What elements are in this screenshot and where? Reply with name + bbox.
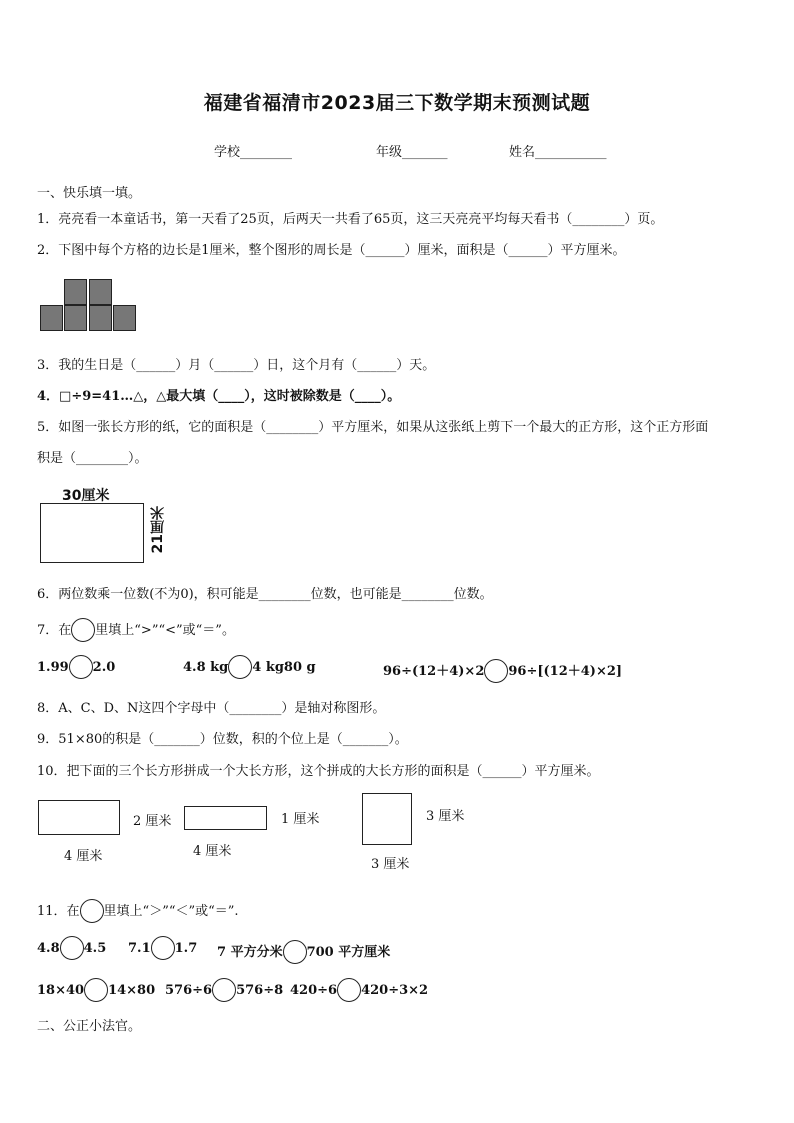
compare-circle[interactable]	[60, 936, 84, 960]
q11-left: 18×40	[37, 983, 85, 998]
q10-rect-2-width: 4 厘米	[193, 844, 232, 859]
q11-right: 700 平方厘米	[306, 945, 391, 960]
compare-circle[interactable]	[228, 655, 252, 679]
question-3: 3．我的生日是（______）月（______）日，这个月有（______）天。	[37, 358, 436, 373]
grid-square	[89, 305, 112, 331]
q10-rect-1-height: 2 厘米	[133, 814, 172, 829]
q5-width-label: 30厘米	[62, 488, 110, 504]
name-field[interactable]: 姓名___________	[509, 145, 607, 160]
q7-item-3-right: 96÷[(12＋4)×2]	[508, 664, 623, 679]
grid-square	[64, 279, 87, 305]
compare-circle[interactable]	[283, 940, 307, 964]
q11-row-1-item-2	[128, 941, 197, 956]
q11-row-2-item-2	[165, 983, 283, 998]
q10-rect-3-width: 3 厘米	[371, 857, 410, 872]
compare-circle[interactable]	[84, 978, 108, 1002]
q11-intro-b: 里填上“＞”“＜”或“＝”.	[103, 904, 239, 919]
section-2-heading: 二、公正小法官。	[37, 1019, 142, 1034]
question-11-intro	[37, 900, 239, 919]
q11-left: 7 平方分米	[217, 945, 283, 960]
compare-circle[interactable]	[151, 936, 175, 960]
q11-left: 4.8	[37, 941, 60, 956]
q11-row-2-item-1	[37, 983, 155, 998]
question-8: 8．A、C、D、N这四个字母中（________）是轴对称图形。	[37, 701, 386, 716]
q10-rect-1	[38, 800, 120, 835]
q11-row-1-item-3	[217, 941, 390, 960]
q11-right: 1.7	[174, 941, 198, 956]
question-7-intro	[37, 619, 235, 638]
q7-item-1-left: 1.99	[37, 660, 69, 675]
q5-height-label: 21厘米	[150, 506, 166, 554]
grid-square	[64, 305, 87, 331]
q11-right: 14×80	[108, 983, 156, 998]
q11-intro-a: 11．在	[37, 904, 80, 919]
question-6: 6．两位数乘一位数(不为0)，积可能是________位数，也可能是________位数。	[37, 587, 493, 602]
compare-circle[interactable]	[71, 618, 95, 642]
question-5-line-2: 积是（________）。	[37, 451, 148, 466]
grid-square	[89, 279, 112, 305]
grid-square	[40, 305, 63, 331]
q10-rect-3-height: 3 厘米	[426, 809, 465, 824]
q11-row-1-item-1	[37, 941, 106, 956]
q7-item-1	[37, 660, 115, 675]
compare-circle[interactable]	[80, 899, 104, 923]
question-2: 2．下图中每个方格的边长是1厘米，整个图形的周长是（______）厘米，面积是（______）平方厘米。	[37, 243, 626, 258]
q7-intro-b: 里填上“>”“<”或“＝”。	[95, 623, 235, 638]
q7-item-3	[383, 660, 622, 679]
page-title: 福建省福清市2023届三下数学期末预测试题	[203, 92, 591, 114]
q11-left: 420÷6	[290, 983, 338, 998]
q5-rectangle	[40, 503, 144, 563]
compare-circle[interactable]	[69, 655, 93, 679]
question-1: 1．亮亮看一本童话书，第一天看了25页，后两天一共看了65页，这三天亮亮平均每天看书（________）页。	[37, 212, 664, 227]
q7-item-2-right: 4 kg80 g	[252, 660, 316, 675]
q7-item-2	[183, 660, 316, 675]
question-4: 4．□÷9=41…△，△最大填（____），这时被除数是（____）。	[37, 389, 401, 404]
q11-left: 7.1	[128, 941, 151, 956]
q11-row-2-item-3	[290, 983, 428, 998]
q11-right: 4.5	[83, 941, 107, 956]
question-5-line-1: 5．如图一张长方形的纸，它的面积是（________）平方厘米，如果从这张纸上剪下一个最大的正方形，这个正方形面	[37, 420, 709, 435]
q10-rect-2	[184, 806, 267, 830]
q11-right: 576÷8	[236, 983, 284, 998]
compare-circle[interactable]	[484, 659, 508, 683]
school-field[interactable]: 学校________	[214, 145, 293, 160]
q10-rect-2-height: 1 厘米	[281, 812, 320, 827]
q7-item-1-right: 2.0	[92, 660, 116, 675]
compare-circle[interactable]	[212, 978, 236, 1002]
q7-intro-a: 7．在	[37, 623, 72, 638]
q11-left: 576÷6	[165, 983, 213, 998]
q7-item-3-left: 96÷(12＋4)×2	[383, 664, 485, 679]
grade-field[interactable]: 年级_______	[376, 145, 448, 160]
compare-circle[interactable]	[337, 978, 361, 1002]
q7-item-2-left: 4.8 kg	[183, 660, 229, 675]
grid-square	[113, 305, 136, 331]
question-9: 9．51×80的积是（_______）位数，积的个位上是（_______）。	[37, 732, 408, 747]
q10-rect-1-width: 4 厘米	[64, 849, 103, 864]
section-1-heading: 一、快乐填一填。	[37, 186, 142, 201]
q11-right: 420÷3×2	[361, 983, 429, 998]
q10-rect-3	[362, 793, 412, 845]
question-10: 10．把下面的三个长方形拼成一个大长方形，这个拼成的大长方形的面积是（______）平方厘米。	[37, 764, 600, 779]
